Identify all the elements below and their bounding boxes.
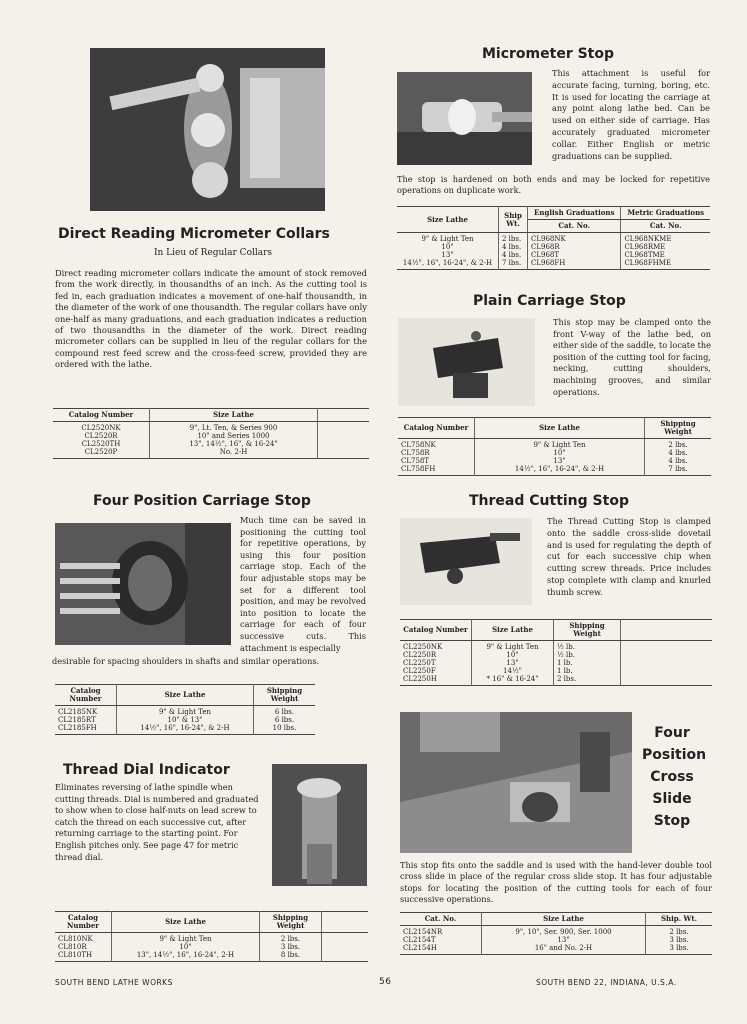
micrometer-stop-table: [397, 206, 710, 270]
fourpos-stop-illustration: [55, 523, 231, 645]
micrometer-collar-illustration: [90, 48, 325, 211]
fourpos-header-catalog: Catalog Number: [55, 685, 117, 706]
fourpos-cell: CL2185NK CL2185RT CL2185FH: [55, 706, 117, 735]
dial-illustration: [272, 764, 367, 886]
collars-table: [53, 408, 369, 459]
footer-right: SOUTH BEND 22, INDIANA, U.S.A.: [536, 978, 677, 987]
micrometer-header-metric: Metric Graduations: [621, 207, 710, 220]
thread-header-catalog: Catalog Number: [400, 620, 472, 641]
table-row: [397, 233, 710, 270]
dial-cell: 2 lbs. 3 lbs. 8 lbs.: [260, 933, 322, 962]
plain-stop-description: This stop may be clamped onto the front V-way of the lathe bed, on either side of the saddle, to locate the position of the cutting tool for facing, necking, cutting shoulders, machining grooves, and similar operations.: [553, 317, 711, 397]
cross-title-line: Stop: [653, 813, 691, 829]
micrometer-stop-description: This attachment is useful for accurate facing, turning, boring, etc. It is used for locating the carriage at any point along lathe bed. Can be used on either side of carriage. Has accurately graduated micrometer collar. Either English or metric graduations can be supplied.: [552, 68, 710, 161]
plain-stop-title: Plain Carriage Stop: [473, 293, 626, 309]
cross-header-size: Size Lathe: [482, 913, 646, 926]
collars-cell: CL2520NK CL2520R CL2520TH CL2520P: [53, 422, 150, 459]
cross-cell: 9", 10", Ser. 900, Ser. 1000 13" 16" and No. 2-H: [482, 926, 646, 955]
micrometer-cell: CL968NKME CL968RME CL968TME CL968FHME: [624, 235, 672, 267]
micrometer-cell: 2 lbs. 4 lbs. 4 lbs. 7 lbs.: [499, 233, 528, 270]
table-row: [398, 439, 711, 476]
dial-cell: 9" & Light Ten 10" 13", 14½", 16", 16-24", 2-H: [112, 933, 260, 962]
table-row: [53, 422, 369, 459]
micrometer-stop-title: Micrometer Stop: [482, 46, 615, 62]
fourpos-header-weight: Shipping Weight: [254, 685, 316, 706]
fourpos-stop-title: Four Position Carriage Stop: [93, 493, 311, 509]
micrometer-cell: 9" & Light Ten 10" 13" 14½", 16", 16-24", & 2-H: [397, 233, 499, 270]
cross-cell: CL2154NR CL2154T CL2154H: [400, 926, 482, 955]
table-row: [55, 706, 315, 735]
page-number: 56: [379, 977, 392, 987]
dial-header-size: Size Lathe: [112, 912, 260, 933]
table-row: [400, 641, 712, 686]
thread-header-size: Size Lathe: [472, 620, 554, 641]
fourpos-stop-photo: [55, 523, 231, 645]
micrometer-header-size: Size Lathe: [397, 207, 499, 233]
dial-header-catalog: Catalog Number: [55, 912, 112, 933]
fourpos-stop-table: [55, 684, 315, 735]
thread-stop-title: Thread Cutting Stop: [469, 493, 629, 509]
footer-left: SOUTH BEND LATHE WORKS: [55, 978, 173, 987]
plain-header-weight: Shipping Weight: [645, 418, 712, 439]
micrometer-stop-description-2: The stop is hardened on both ends and may be locked for repetitive operations on duplicate work.: [397, 174, 710, 196]
fourpos-header-size: Size Lathe: [117, 685, 254, 706]
plain-cell: CL758NK CL758R CL758T CL758FH: [398, 439, 475, 476]
fourpos-cell: 6 lbs. 6 lbs. 10 lbs.: [272, 708, 297, 732]
collars-title: Direct Reading Micrometer Collars: [58, 226, 330, 242]
micrometer-header-english: English Graduations: [528, 207, 621, 220]
micrometer-stop-photo: [397, 72, 532, 165]
micrometer-collar-photo: [90, 48, 325, 211]
cross-title-line: Slide: [652, 791, 692, 807]
micrometer-subheader-english: Cat. No.: [528, 220, 621, 233]
micrometer-stop-illustration: [397, 72, 532, 165]
collars-cell: [318, 422, 370, 459]
plain-cell: 2 lbs. 4 lbs. 4 lbs. 7 lbs.: [668, 441, 688, 473]
dial-cell: [322, 933, 369, 962]
thread-cell: ½ lb. ½ lb. 1 lb. 1 lb. 2 lbs.: [554, 641, 621, 686]
plain-header-catalog: Catalog Number: [398, 418, 475, 439]
cross-cell: 2 lbs. 3 lbs. 3 lbs.: [669, 928, 689, 952]
collars-subtitle: In Lieu of Regular Collars: [153, 248, 273, 258]
cross-slide-illustration: [400, 712, 632, 853]
cross-slide-photo: [400, 712, 632, 853]
cross-slide-table: [400, 912, 712, 955]
thread-cell: CL2250NK CL2250R CL2250T CL2250F CL2250H: [400, 641, 472, 686]
dial-cell: CL810NK CL810R CL810TH: [55, 933, 112, 962]
plain-stop-table: [398, 417, 711, 476]
collars-header-size: Size Lathe: [150, 409, 318, 422]
thread-stop-illustration: [400, 518, 532, 605]
table-row: [55, 933, 368, 962]
plain-cell: 9" & Light Ten 10" 13" 14½", 16", 16-24", & 2-H: [475, 439, 645, 476]
fourpos-stop-description-2: desirable for spacing shoulders in shafts and similar operations.: [52, 656, 320, 666]
cross-title-line: Position: [642, 747, 707, 763]
plain-stop-illustration: [398, 318, 535, 406]
table-row: [400, 926, 712, 955]
dial-header-weight: Shipping Weight: [260, 912, 322, 933]
collars-description: Direct reading micrometer collars indicate the amount of stock removed from the work directly, in thousandths of an inch. As the cutting tool is fed in, each graduation indicates a movement of one-half thousandth, in the diameter of the work of one thousandth. The regular collars have only one-half as many graduations, and each graduation indicates a reduction of two thousandths in the diameter of the work. Direct reading micrometer collars can be supplied in lieu of the regular collars for the compound rest feed screw and the cross-feed screw, provided they are ordered with the lathe.: [55, 268, 367, 370]
collars-header-blank: [318, 409, 370, 422]
thread-header-weight: Shipping Weight: [554, 620, 621, 641]
thread-header-blank: [621, 620, 713, 641]
thread-cell: [621, 641, 713, 686]
cross-header-weight: Ship. Wt.: [646, 913, 713, 926]
cross-title-line: Cross: [650, 769, 694, 785]
thread-cell: 9" & Light Ten 10" 13" 14½" * 16" & 16-24": [472, 641, 554, 686]
micrometer-subheader-metric: Cat. No.: [621, 220, 710, 233]
thread-stop-description: The Thread Cutting Stop is clamped onto the saddle cross-slide dovetail and is used for regulating the depth of cut for each successive chip when cutting screw threads. Price includes stop complete with clamp and knurled thumb screw.: [547, 516, 711, 597]
dial-title: Thread Dial Indicator: [63, 762, 230, 778]
plain-stop-photo: [398, 318, 535, 406]
dial-header-blank: [322, 912, 369, 933]
collars-cell: 9", Lt. Ten, & Series 900 10" and Series 1000 13", 14½", 16", & 16-24" No. 2-H: [150, 422, 318, 459]
micrometer-header-weight: Ship Wt.: [499, 207, 528, 233]
cross-title-line: Four: [654, 725, 690, 741]
plain-header-size: Size Lathe: [475, 418, 645, 439]
collars-header-catalog: Catalog Number: [53, 409, 150, 422]
dial-table: [55, 911, 368, 962]
dial-photo: [272, 764, 367, 886]
thread-stop-table: [400, 619, 712, 686]
fourpos-cell: 9" & Light Ten 10" & 13" 14½", 16", 16-24", & 2-H: [117, 706, 254, 735]
dial-description: Eliminates reversing of lathe spindle when cutting threads. Dial is numbered and graduated to show when to close half-nuts on lead screw to catch the thread on each successive cut, after returning carriage to the starting point. For English pitches only. See page 47 for metric thread dial.: [55, 782, 259, 862]
fourpos-stop-description: Much time can be saved in positioning the cutting tool for repetitive operations, by using this four position carriage stop. Each of the four adjustable stops may be set for a different tool position, and may be revolved into position to locate the carriage for each of four successive cuts. This attachment is especially: [240, 515, 366, 653]
thread-stop-photo: [400, 518, 532, 605]
micrometer-cell: CL968NK CL968R CL968T CL968FH: [528, 233, 621, 270]
cross-slide-title: [642, 722, 707, 832]
cross-slide-description: This stop fits onto the saddle and is used with the hand-lever double tool cross slide in place of the regular cross slide stop. It has four adjustable stops for locating the position of the cutting tools for each of four successive operations.: [400, 860, 712, 905]
cross-header-catalog: Cat. No.: [400, 913, 482, 926]
